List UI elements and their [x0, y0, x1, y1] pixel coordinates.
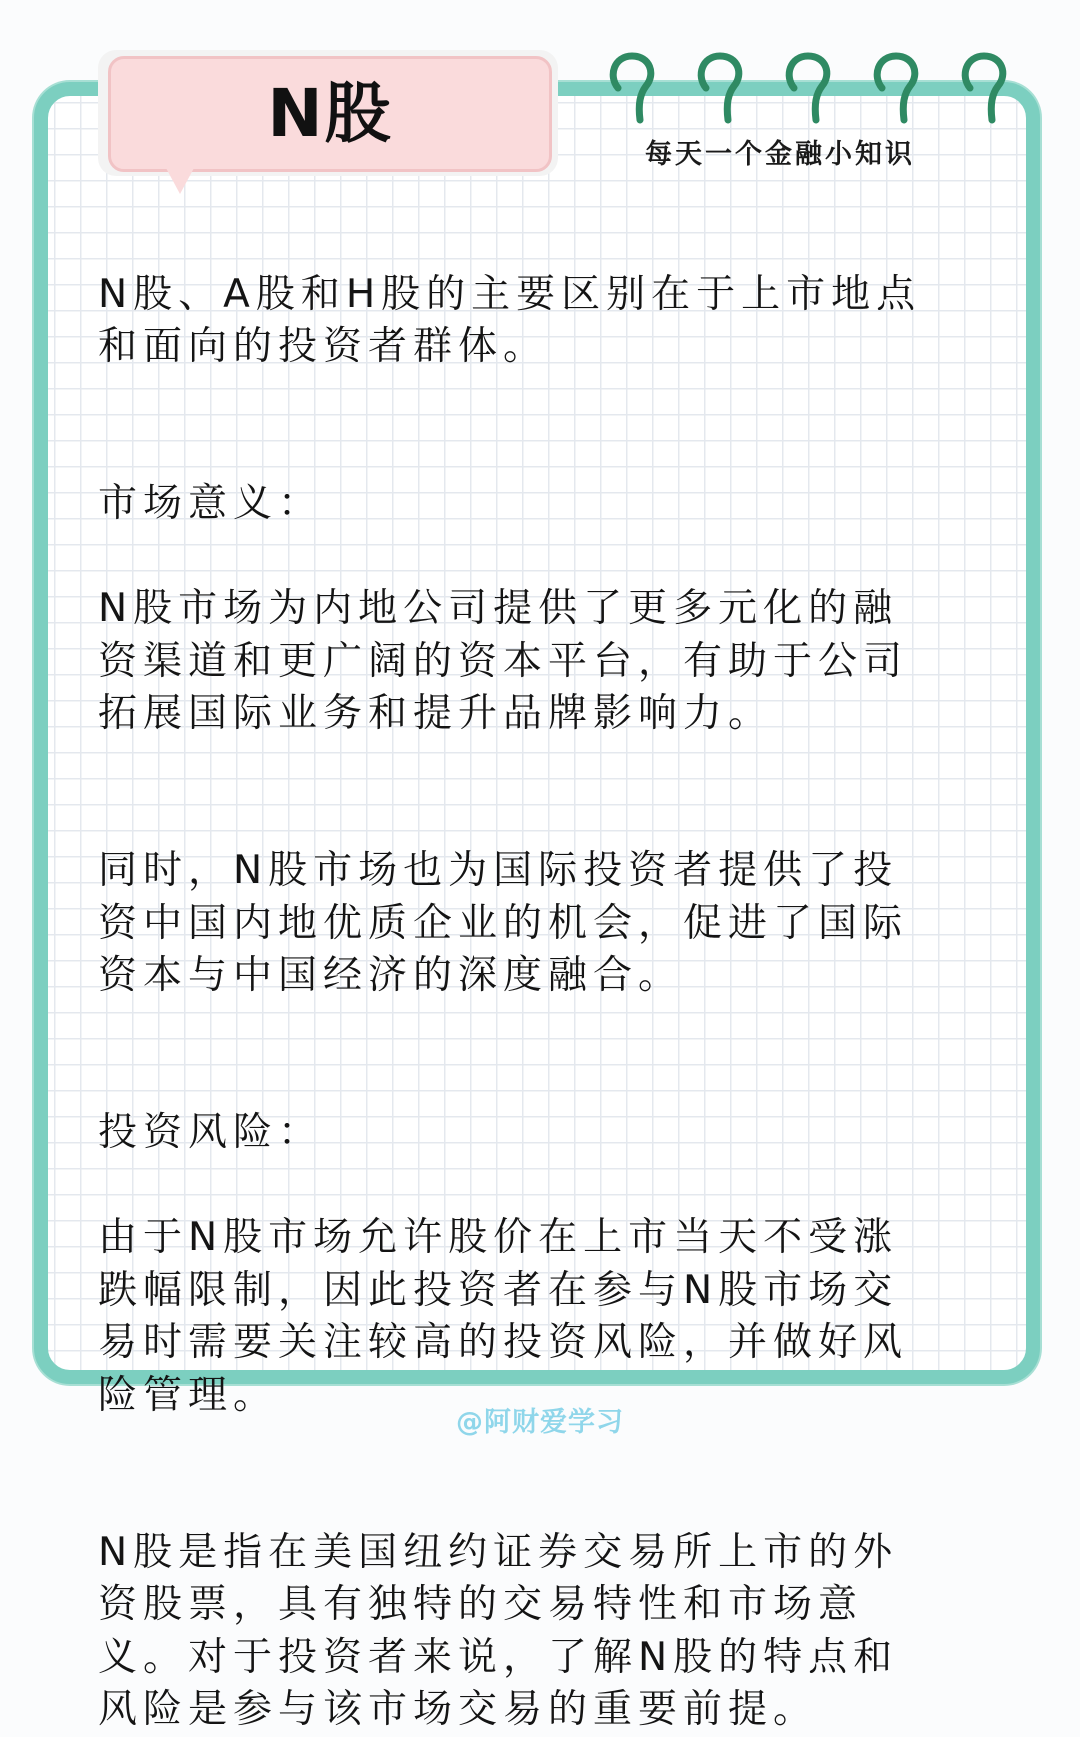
paragraph-summary — [98, 1474, 978, 1737]
author-watermark: @阿财爱学习 — [456, 1407, 624, 1438]
paragraph-text: N股市场为内地公司提供了更多元化的融 资渠道和更广阔的资本平台，有助于公司 拓展国际业务和提升品牌影响力。 — [98, 586, 909, 736]
paragraph-investment-risk — [98, 1055, 978, 1423]
paragraph-international — [98, 793, 978, 1003]
page-title: N股 — [267, 75, 393, 152]
spiral-ring-icon — [780, 48, 836, 128]
section-heading: 投资风险： — [98, 1110, 324, 1155]
paragraph-text: 由于N股市场允许股价在上市当天不受涨 跌幅限制，因此投资者在参与N股市场交 易时需要关注较高的投资风险，并做好风 险管理。 — [98, 1215, 909, 1418]
spiral-ring-icon — [956, 48, 1012, 128]
spiral-ring-icon — [868, 48, 924, 128]
paragraph-intro — [98, 216, 978, 374]
paragraph-text: N股、A股和H股的主要区别在于上市地点 和面向的投资者群体。 — [98, 271, 922, 369]
article-body — [98, 216, 978, 1737]
spiral-ring-icon — [692, 48, 748, 128]
paragraph-market-significance — [98, 426, 978, 741]
paragraph-text: 同时，N股市场也为国际投资者提供了投 资中国内地优质企业的机会，促进了国际 资本与中国经济的深度融合。 — [98, 848, 909, 998]
paragraph-text: N股是指在美国纽约证券交易所上市的外 资股票，具有独特的交易特性和市场意 义。对于投资者来说，了解N股的特点和 风险是参与该市场交易的重要前提。 — [98, 1529, 899, 1732]
section-heading: 市场意义： — [98, 481, 324, 526]
spiral-ring-icon — [604, 48, 660, 128]
subtitle: 每天一个金融小知识 — [645, 139, 915, 170]
